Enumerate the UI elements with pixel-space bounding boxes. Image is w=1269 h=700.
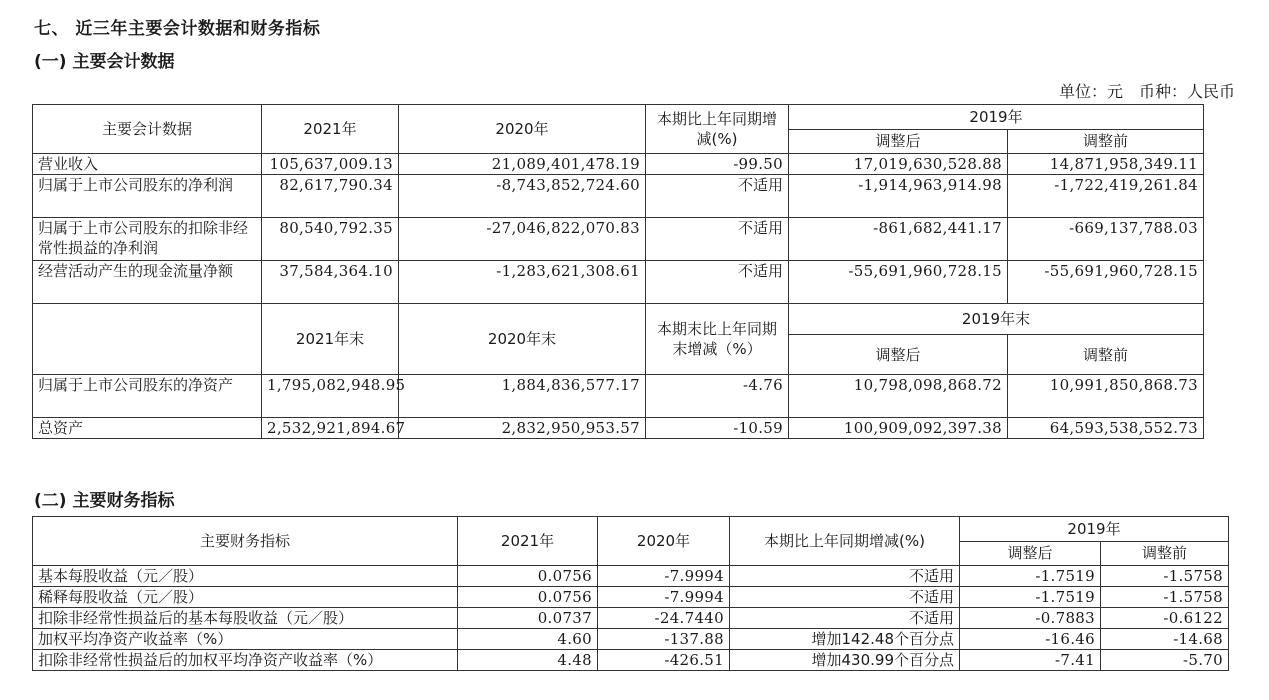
value-2021: 2,532,921,894.67 xyxy=(262,418,399,439)
row-item: 营业收入 xyxy=(33,154,262,175)
table-row xyxy=(33,566,1229,587)
value-change: -4.76 xyxy=(646,375,789,418)
row-item: 经营活动产生的现金流量净额 xyxy=(33,261,262,304)
row-item: 扣除非经常性损益后的加权平均净资产收益率（%） xyxy=(33,650,458,671)
value-2020: -8,743,852,724.60 xyxy=(399,175,646,218)
currency-label: 币种：人民币 xyxy=(1138,82,1235,101)
header-2021: 2021年 xyxy=(262,105,399,154)
value-2019-before: -0.6122 xyxy=(1101,608,1229,629)
header-adjusted-before: 调整前 xyxy=(1008,335,1204,375)
value-2019-after: -1.7519 xyxy=(960,587,1101,608)
header-2019-end: 2019年末 xyxy=(789,304,1204,335)
value-2021: 80,540,792.35 xyxy=(262,218,399,261)
value-2021: 0.0737 xyxy=(458,608,598,629)
value-2021: 105,637,009.13 xyxy=(262,154,399,175)
header-item: 主要会计数据 xyxy=(33,105,262,154)
value-2019-after: -0.7883 xyxy=(960,608,1101,629)
value-2020: -137.88 xyxy=(598,629,730,650)
table-row xyxy=(33,650,1229,671)
value-change: 不适用 xyxy=(646,261,789,304)
value-2019-before: -1.5758 xyxy=(1101,587,1229,608)
part1-title: (一) 主要会计数据 xyxy=(34,52,175,72)
header-adjusted-before: 调整前 xyxy=(1101,541,1229,566)
value-2019-before: 14,871,958,349.11 xyxy=(1008,154,1204,175)
header-2020: 2020年 xyxy=(598,517,730,566)
header-item: 主要财务指标 xyxy=(33,517,458,566)
value-2020: -27,046,822,070.83 xyxy=(399,218,646,261)
value-2019-after: 100,909,092,397.38 xyxy=(789,418,1008,439)
value-2019-after: -861,682,441.17 xyxy=(789,218,1008,261)
row-item: 归属于上市公司股东的净利润 xyxy=(33,175,262,218)
table-row xyxy=(33,587,1229,608)
value-2020: -7.9994 xyxy=(598,587,730,608)
row-item: 归属于上市公司股东的净资产 xyxy=(33,375,262,418)
value-2020: 2,832,950,953.57 xyxy=(399,418,646,439)
value-change: 增加430.99个百分点 xyxy=(730,650,960,671)
header-2019: 2019年 xyxy=(960,517,1229,542)
value-2021: 82,617,790.34 xyxy=(262,175,399,218)
value-2020: -426.51 xyxy=(598,650,730,671)
table-row xyxy=(33,154,1204,175)
value-change: 不适用 xyxy=(730,587,960,608)
header-2020-end: 2020年末 xyxy=(399,304,646,375)
value-2019-before: -669,137,788.03 xyxy=(1008,218,1204,261)
header-adjusted-after: 调整后 xyxy=(960,541,1101,566)
value-2021: 4.48 xyxy=(458,650,598,671)
table-row xyxy=(33,418,1204,439)
value-change: 不适用 xyxy=(646,175,789,218)
header-adjusted-after: 调整后 xyxy=(789,129,1008,154)
row-item: 基本每股收益（元／股） xyxy=(33,566,458,587)
header-adjusted-before: 调整前 xyxy=(1008,129,1204,154)
row-item: 稀释每股收益（元／股） xyxy=(33,587,458,608)
value-2020: -7.9994 xyxy=(598,566,730,587)
value-change: 不适用 xyxy=(730,566,960,587)
header-adjusted-after: 调整后 xyxy=(789,335,1008,375)
header-item xyxy=(33,304,262,375)
row-item: 归属于上市公司股东的扣除非经常性损益的净利润 xyxy=(33,218,262,261)
value-2019-before: -55,691,960,728.15 xyxy=(1008,261,1204,304)
accounting-data-table xyxy=(32,104,1204,439)
section-title: 七、 近三年主要会计数据和财务指标 xyxy=(34,19,321,39)
header-2019: 2019年 xyxy=(789,105,1204,130)
part2-title: (二) 主要财务指标 xyxy=(34,491,175,511)
value-2021: 0.0756 xyxy=(458,566,598,587)
header-change: 本期比上年同期增减(%) xyxy=(646,105,789,154)
value-2019-after: -1.7519 xyxy=(960,566,1101,587)
table-row xyxy=(33,608,1229,629)
value-2020: 1,884,836,577.17 xyxy=(399,375,646,418)
table-header-row xyxy=(33,304,1204,335)
header-2021: 2021年 xyxy=(458,517,598,566)
value-2020: 21,089,401,478.19 xyxy=(399,154,646,175)
value-2021: 4.60 xyxy=(458,629,598,650)
table-row xyxy=(33,261,1204,304)
value-change: 不适用 xyxy=(730,608,960,629)
value-2019-after: -16.46 xyxy=(960,629,1101,650)
header-2020: 2020年 xyxy=(399,105,646,154)
value-2019-before: -1,722,419,261.84 xyxy=(1008,175,1204,218)
table-row xyxy=(33,218,1204,261)
value-2021: 0.0756 xyxy=(458,587,598,608)
table-row xyxy=(33,629,1229,650)
value-2019-after: -7.41 xyxy=(960,650,1101,671)
value-change: 不适用 xyxy=(646,218,789,261)
unit-label: 单位：元 xyxy=(1058,82,1123,101)
value-2021: 1,795,082,948.95 xyxy=(262,375,399,418)
value-2020: -1,283,621,308.61 xyxy=(399,261,646,304)
value-2019-before: -1.5758 xyxy=(1101,566,1229,587)
value-2019-after: 17,019,630,528.88 xyxy=(789,154,1008,175)
value-2019-before: 64,593,538,552.73 xyxy=(1008,418,1204,439)
value-2021: 37,584,364.10 xyxy=(262,261,399,304)
row-item: 加权平均净资产收益率（%） xyxy=(33,629,458,650)
row-item: 扣除非经常性损益后的基本每股收益（元／股） xyxy=(33,608,458,629)
header-change: 本期比上年同期增减(%) xyxy=(730,517,960,566)
table-row xyxy=(33,375,1204,418)
table-header-row xyxy=(33,517,1229,542)
value-2019-after: 10,798,098,868.72 xyxy=(789,375,1008,418)
value-2019-after: -1,914,963,914.98 xyxy=(789,175,1008,218)
header-change-end: 本期末比上年同期末增减（%） xyxy=(646,304,789,375)
header-2021-end: 2021年末 xyxy=(262,304,399,375)
value-change: -10.59 xyxy=(646,418,789,439)
value-2020: -24.7440 xyxy=(598,608,730,629)
unit-currency-note xyxy=(1059,79,1235,102)
value-2019-before: 10,991,850,868.73 xyxy=(1008,375,1204,418)
row-item: 总资产 xyxy=(33,418,262,439)
table-row xyxy=(33,175,1204,218)
value-2019-before: -5.70 xyxy=(1101,650,1229,671)
value-change: -99.50 xyxy=(646,154,789,175)
financial-indicators-table xyxy=(32,516,1229,671)
value-2019-before: -14.68 xyxy=(1101,629,1229,650)
table-header-row xyxy=(33,105,1204,130)
value-2019-after: -55,691,960,728.15 xyxy=(789,261,1008,304)
value-change: 增加142.48个百分点 xyxy=(730,629,960,650)
